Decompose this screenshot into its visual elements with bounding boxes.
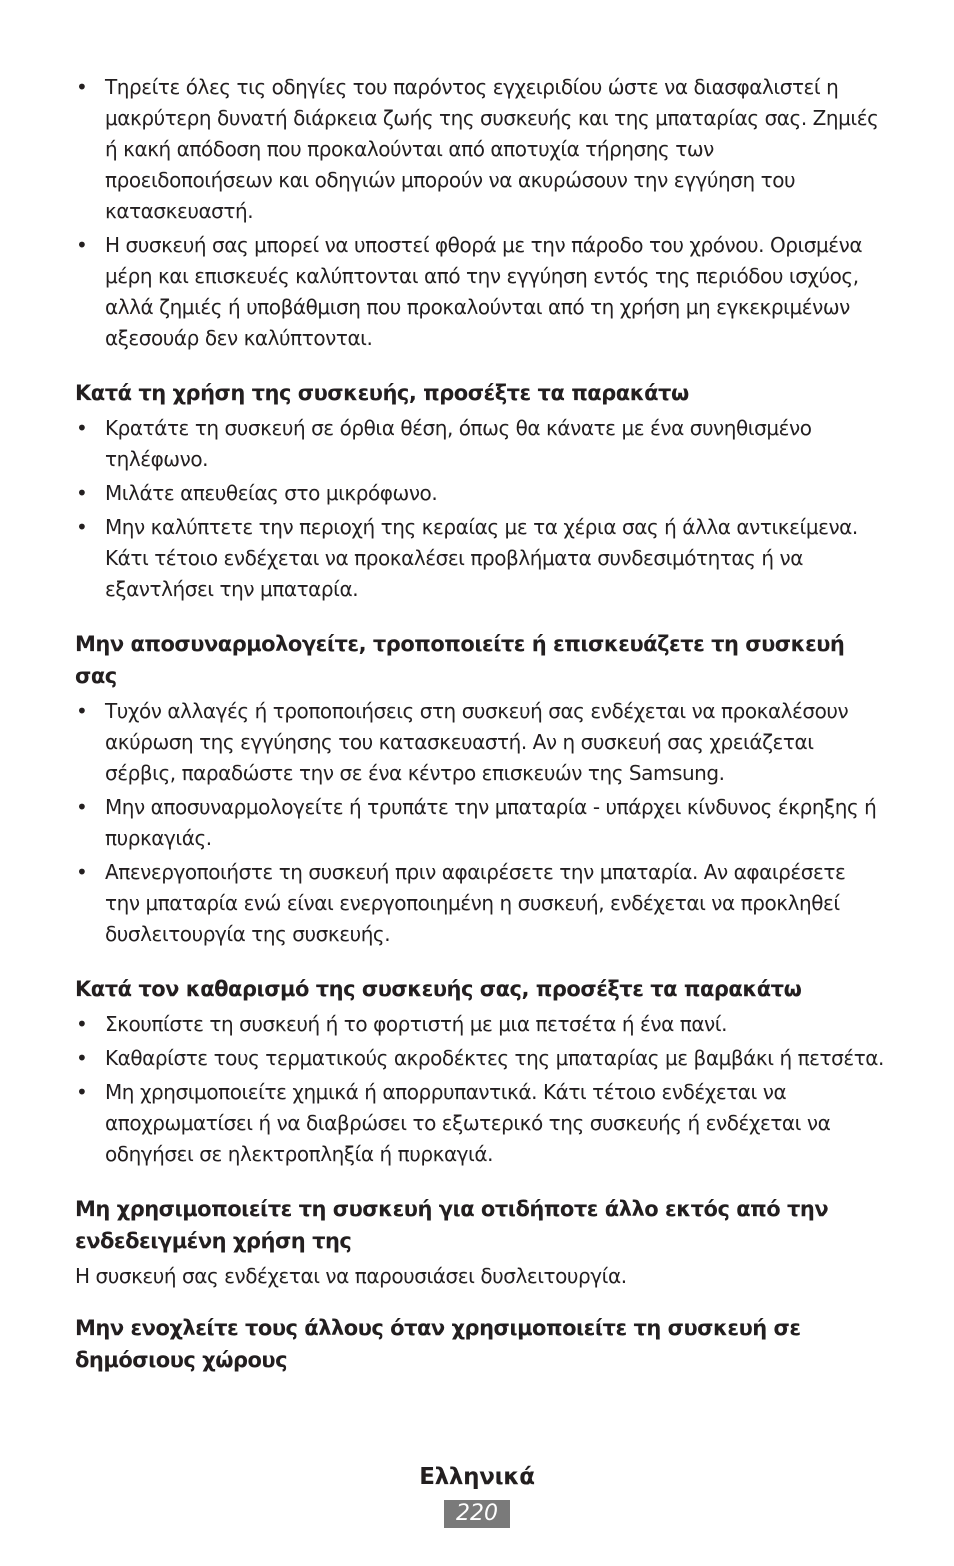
section-cleaning [75, 973, 885, 1170]
bullet-list [75, 696, 885, 950]
section-text: Η συσκευή σας ενδέχεται να παρουσιάσει δυσλειτουργία. [75, 1264, 627, 1288]
page-content [75, 72, 885, 1380]
list-item: • Απενεργοποιήστε τη συσκευή πριν αφαιρέσετε την μπαταρία. Αν αφαιρέσετε την μπαταρία ενώ είναι ενεργοποιημένη η συσκευή, ενδέχεται να προκληθεί δυσλειτουργία της συσκευής. [75, 857, 885, 950]
section-no-disassembly [75, 628, 885, 950]
section-heading: Κατά τη χρήση της συσκευής, προσέξτε τα παρακάτω [75, 381, 689, 405]
intro-bullet-list [75, 72, 885, 354]
page-number-badge: 220 [444, 1500, 510, 1528]
section-heading: Μην αποσυναρμολογείτε, τροποποιείτε ή επισκευάζετε τη συσκευή σας [75, 632, 845, 688]
list-item: • Η συσκευή σας μπορεί να υποστεί φθορά με την πάροδο του χρόνου. Ορισμένα μέρη και επισκευές καλύπτονται από την εγγύηση εντός της περιόδου ισχύος, αλλά ζημιές ή υποβάθμιση που προκαλούνται από τη χρήση μη εγκεκριμένων αξεσουάρ δεν καλύπτονται. [75, 230, 885, 354]
list-item: • Τυχόν αλλαγές ή τροποποιήσεις στη συσκευή σας ενδέχεται να προκαλέσουν ακύρωση της εγγύησης του κατασκευαστή. Αν η συσκευή σας χρειάζεται σέρβις, παραδώστε την σε ένα κέντρο επισκευών της Samsung. [75, 696, 885, 789]
list-item: • Μιλάτε απευθείας στο μικρόφωνο. [75, 478, 885, 509]
section-intended-use [75, 1193, 885, 1292]
list-item: • Σκουπίστε τη συσκευή ή το φορτιστή με μια πετσέτα ή ένα πανί. [75, 1009, 885, 1040]
section-heading: Μην ενοχλείτε τους άλλους όταν χρησιμοποιείτε τη συσκευή σε δημόσιους χώρους [75, 1316, 801, 1372]
list-item: • Καθαρίστε τους τερματικούς ακροδέκτες της μπαταρίας με βαμβάκι ή πετσέτα. [75, 1043, 885, 1074]
page-footer [0, 1462, 954, 1528]
bullet-list [75, 413, 885, 605]
section-heading: Κατά τον καθαρισμό της συσκευής σας, προσέξτε τα παρακάτω [75, 977, 802, 1001]
section-public-places [75, 1312, 885, 1376]
footer-language: Ελληνικά [419, 1464, 535, 1490]
list-item: • Μην αποσυναρμολογείτε ή τρυπάτε την μπαταρία - υπάρχει κίνδυνος έκρηξης ή πυρκαγιάς. [75, 792, 885, 854]
bullet-list [75, 1009, 885, 1170]
list-item: • Κρατάτε τη συσκευή σε όρθια θέση, όπως θα κάνατε με ένα συνηθισμένο τηλέφωνο. [75, 413, 885, 475]
list-item: • Μη χρησιμοποιείτε χημικά ή απορρυπαντικά. Κάτι τέτοιο ενδέχεται να αποχρωματίσει ή να διαβρώσει το εξωτερικό της συσκευής ή ενδέχεται να οδηγήσει σε ηλεκτροπληξία ή πυρκαγιά. [75, 1077, 885, 1170]
section-usage [75, 377, 885, 605]
list-item: • Μην καλύπτετε την περιοχή της κεραίας με τα χέρια σας ή άλλα αντικείμενα. Κάτι τέτοιο ενδέχεται να προκαλέσει προβλήματα συνδεσιμότητας ή να εξαντλήσει την μπαταρία. [75, 512, 885, 605]
section-heading: Μη χρησιμοποιείτε τη συσκευή για οτιδήποτε άλλο εκτός από την ενδεδειγμένη χρήση της [75, 1197, 829, 1253]
list-item: • Τηρείτε όλες τις οδηγίες του παρόντος εγχειριδίου ώστε να διασφαλιστεί η μακρύτερη δυνατή διάρκεια ζωής της συσκευής και της μπαταρίας σας. Ζημιές ή κακή απόδοση που προκαλούνται από αποτυχία τήρησης των προειδοποιήσεων και οδηγιών μπορούν να ακυρώσουν την εγγύηση του κατασκευαστή. [75, 72, 885, 227]
